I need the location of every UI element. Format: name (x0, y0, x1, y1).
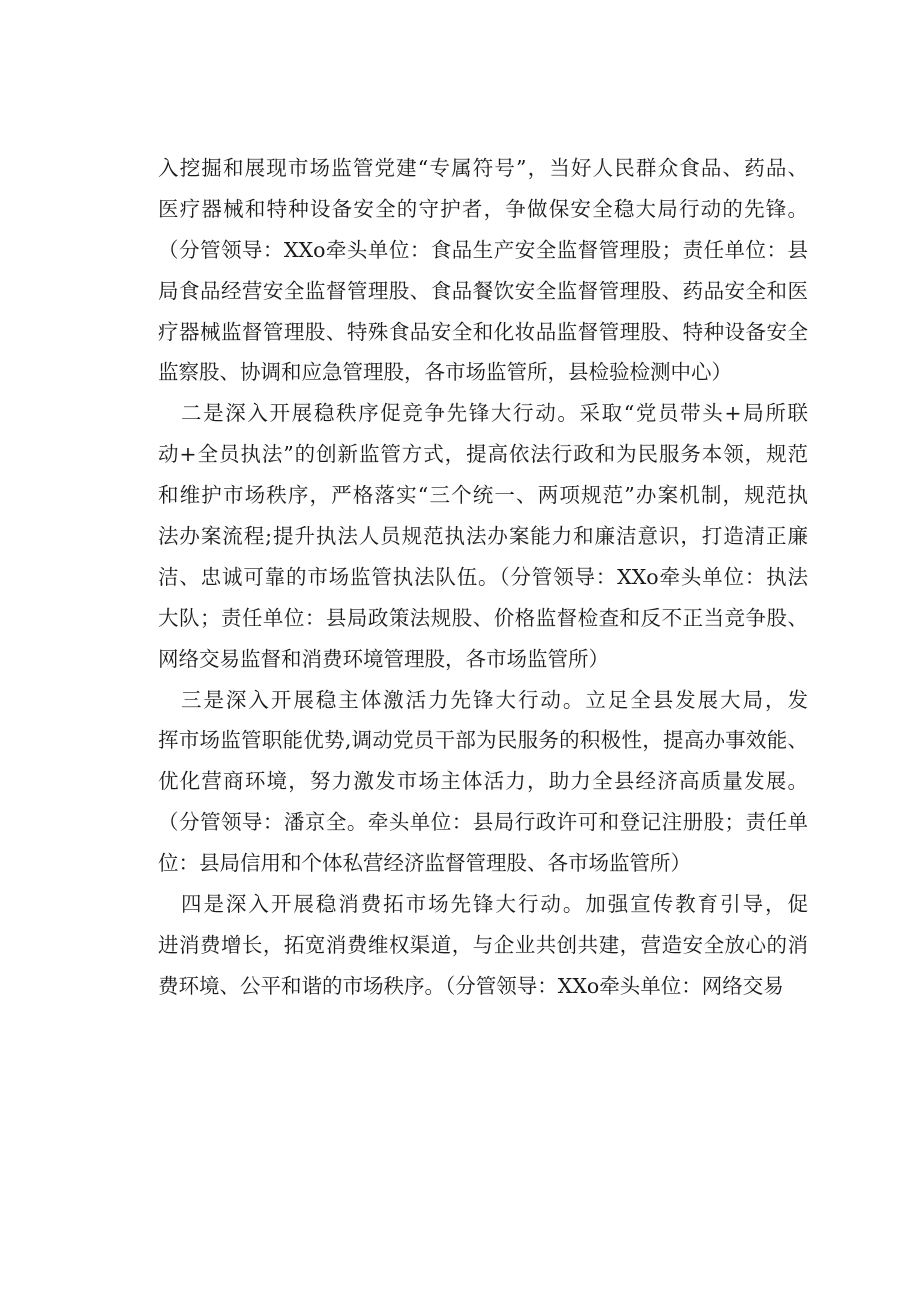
text-line: （分管领导：潘京全。牵头单位：县局行政许可和登记注册股；责任单 (158, 810, 808, 835)
text-line: 动+全员执法”的创新监管方式，提高依法行政和为民服务本领，规范 (158, 442, 808, 467)
paragraph-start-line: 二是深入开展稳秩序促竞争先锋大行动。采取“党员带头+局所联 (181, 401, 808, 426)
text-line: 监察股、协调和应急管理股，各市场监管所，县检验检测中心） (158, 360, 732, 385)
text-line: 洁、忠诚可靠的市场监管执法队伍。（分管领导：XXo牵头单位：执法 (158, 564, 808, 589)
paragraph-start-line: 三是深入开展稳主体激活力先锋大行动。立足全县发展大局，发 (181, 687, 808, 712)
document-body (158, 148, 808, 1007)
text-line: 疗器械监督管理股、特殊食品安全和化妆品监督管理股、特种设备安全 (158, 319, 808, 344)
text-line: 进消费增长，拓宽消费维权渠道，与企业共创共建，营造安全放心的消 (158, 932, 808, 957)
text-line: （分管领导：XXo牵头单位：食品生产安全监督管理股；责任单位：县 (158, 237, 808, 262)
text-line: 和维护市场秩序，严格落实“三个统一、两项规范”办案机制，规范执 (158, 483, 808, 508)
text-line: 网络交易监督和消费环境管理股，各市场监管所） (158, 646, 609, 671)
text-line: 入挖掘和展现市场监管党建“专属符号”，当好人民群众食品、药品、 (158, 156, 808, 180)
text-line: 局食品经营安全监督管理股、食品餐饮安全监督管理股、药品安全和医 (158, 278, 808, 303)
text-line: 法办案流程;提升执法人员规范执法办案能力和廉洁意识，打造清正廉 (158, 524, 808, 549)
text-line: 大队；责任单位：县局政策法规股、价格监督检查和反不正当竞争股、 (158, 605, 808, 630)
text-line: 费环境、公平和谐的市场秩序。（分管领导：XXo牵头单位：网络交易 (158, 973, 784, 998)
text-line: 位：县局信用和个体私营经济监督管理股、各市场监管所） (158, 851, 691, 876)
text-line: 挥市场监管职能优势,调动党员干部为民服务的积极性，提高办事效能、 (158, 728, 808, 753)
paragraph-start-line: 四是深入开展稳消费拓市场先锋大行动。加强宣传教育引导，促 (181, 892, 808, 917)
text-line: 医疗器械和特种设备安全的守护者，争做保安全稳大局行动的先锋。 (158, 196, 808, 221)
text-line: 优化营商环境，努力激发市场主体活力，助力全县经济高质量发展。 (158, 769, 808, 794)
